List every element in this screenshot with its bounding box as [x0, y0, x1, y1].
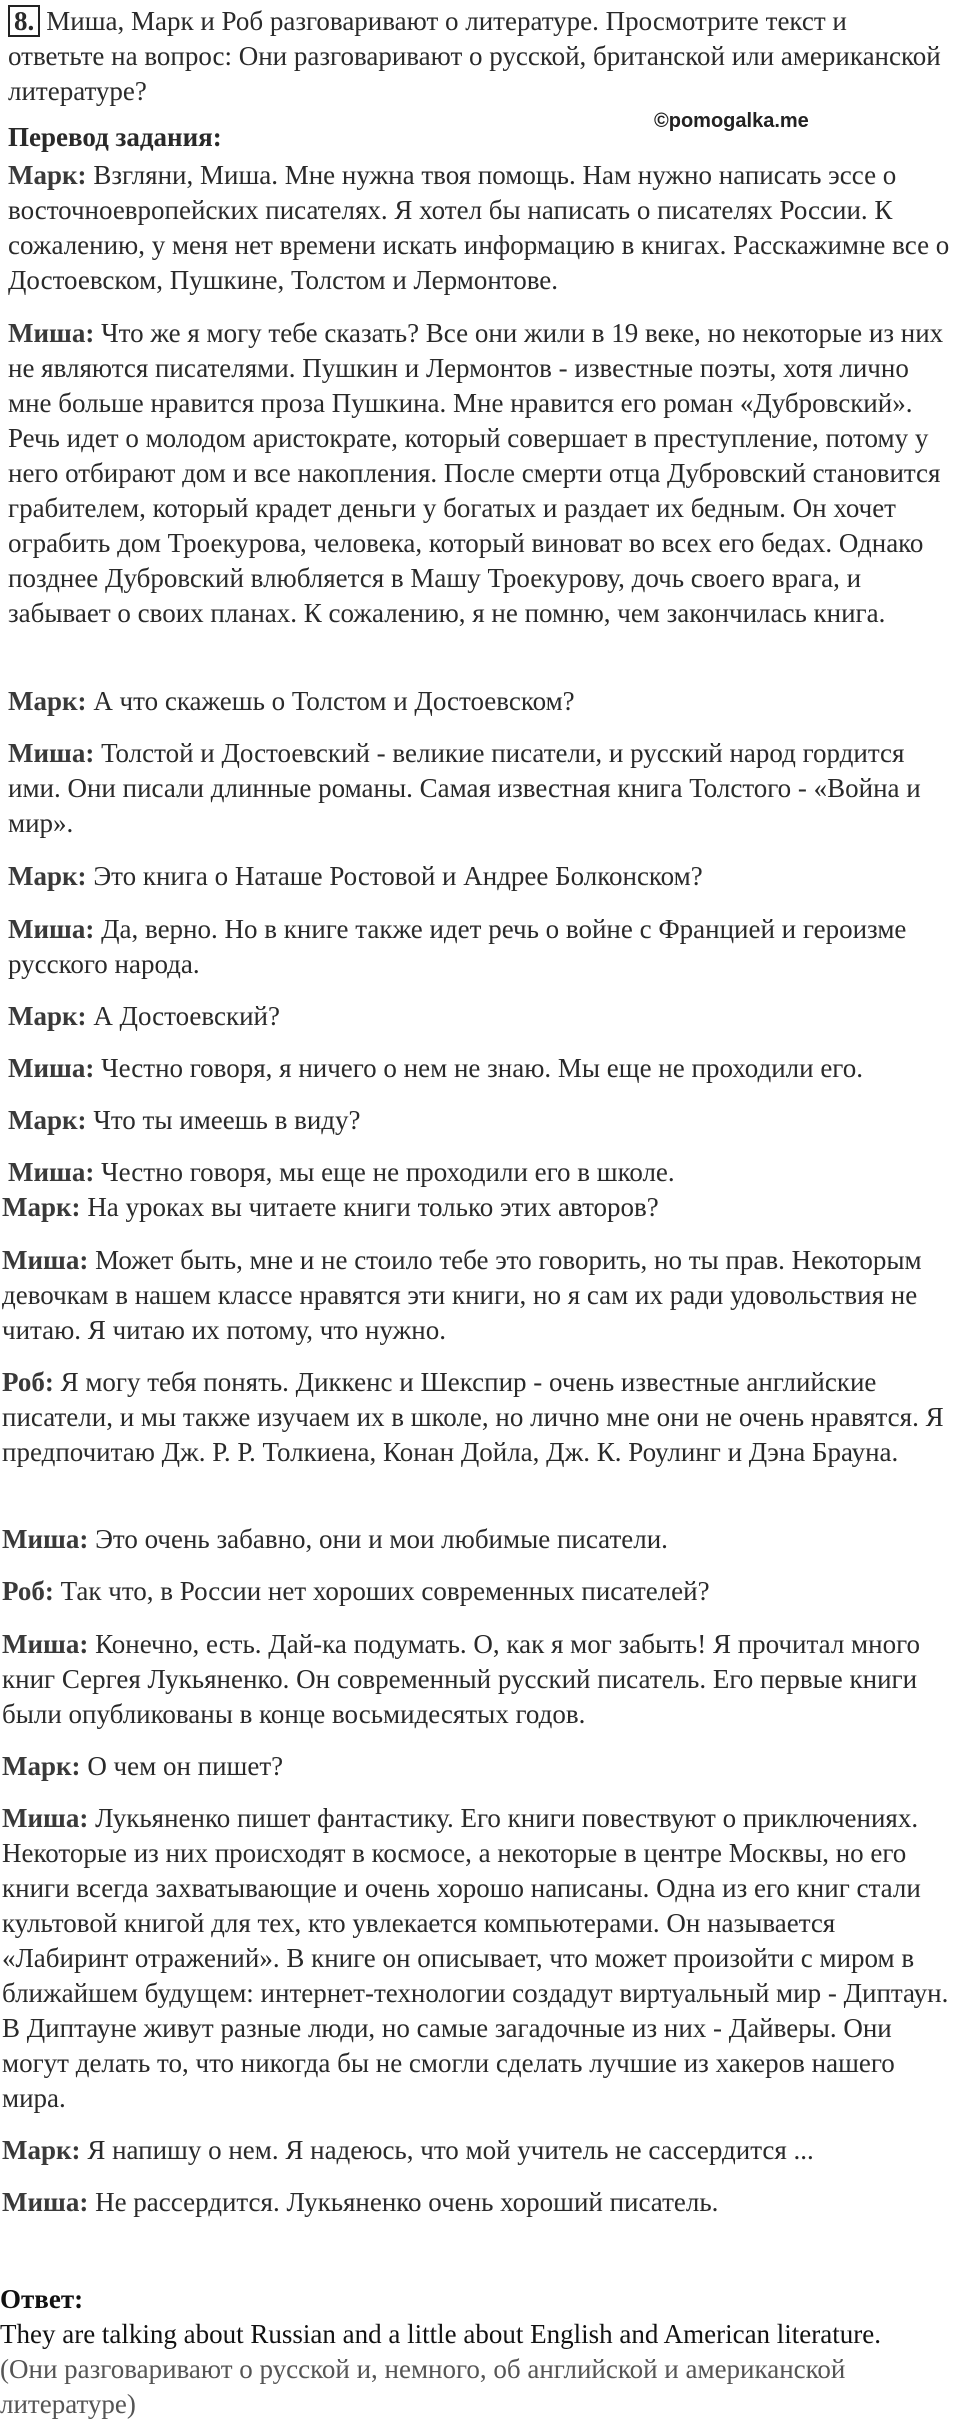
speaker-label: Миша: — [8, 914, 95, 944]
dialogue-text: Что же я могу тебе сказать? Все они жили в 19 веке, но некоторые из них не являются писателями. Пушкин и Лермонтов - известные поэты, хотя лично мне больше нравится проза Пушкина. Мне нравится его роман «Дубровский». Речь идет о молодом аристократе, который совершает в преступление, потому у него отбирают дом и все накопления. После смерти отца Дубровский становится грабителем, который крадет деньги у богатых и раздает их бедным. Он хочет ограбить дом Троекурова, человека, который виноват во всех его бедах. Однако позднее Дубровский влюбляется в Машу Троекурову, дочь своего врага, и забывает о своих планах. К сожалению, я не помню, чем закончилась книга. — [8, 318, 944, 628]
dialogue-text: Конечно, есть. Дай-ка подумать. О, как я мог забыть! Я прочитал много книг Сергея Лукьяненко. Он современный русский писатель. Его первые книги были опубликованы в конце восьмидесятых годов. — [2, 1629, 920, 1729]
dialogue-line — [2, 1190, 950, 1225]
dialogue-text: Я напишу о нем. Я надеюсь, что мой учитель не сассердится ... — [87, 2135, 814, 2165]
dialogue-line — [8, 912, 956, 982]
dialogue-line — [2, 1749, 950, 1784]
dialogue-line — [8, 316, 956, 631]
dialogue-line — [2, 1574, 950, 1609]
speaker-label: Марк: — [2, 1192, 81, 1222]
speaker-label: Миша: — [2, 2187, 89, 2217]
dialogue-line — [8, 1155, 956, 1190]
speaker-label: Миша: — [8, 1157, 95, 1187]
speaker-label: Роб: — [2, 1367, 54, 1397]
dialogue-line — [2, 1627, 950, 1732]
speaker-label: Марк: — [8, 1105, 87, 1135]
dialogue-text: Взгляни, Миша. Мне нужна твоя помощь. Нам нужно написать эссе о восточноевропейских писателях. Я хотел бы написать о писателях России. К сожалению, у меня нет времени искать информацию в книгах. Расскажимне все о Достоевском, Пушкине, Толстом и Лермонтове. — [8, 160, 950, 295]
speaker-label: Марк: — [8, 686, 87, 716]
dialogue-text: Толстой и Достоевский - великие писатели, и русский народ гордится ими. Они писали длинные романы. Самая известная книга Толстого - «Война и мир». — [8, 738, 921, 838]
watermark: ©pomogalka.me — [654, 110, 809, 132]
speaker-label: Миша: — [2, 1524, 89, 1554]
dialogue-line — [2, 2133, 950, 2168]
task-text: Миша, Марк и Роб разговаривают о литературе. Просмотрите текст и ответьте на вопрос: Они разговаривают о русской, британской или американской литературе? — [8, 6, 941, 106]
dialogue-text: Не рассердится. Лукьяненко очень хороший писатель. — [95, 2187, 719, 2217]
dialogue-line — [8, 684, 956, 719]
answer-heading: Ответ: — [0, 2284, 84, 2314]
dialogue-text: Это книга о Наташе Ростовой и Андрее Болконском? — [93, 861, 703, 891]
dialogue-text: Так что, в России нет хороших современных писателей? — [60, 1576, 710, 1606]
dialogue-text: Может быть, мне и не стоило тебе это говорить, но ты прав. Некоторым девочкам в нашем классе нравятся эти книги, но я сам их ради удовольствия не читаю. Я читаю их потому, что нужно. — [2, 1245, 922, 1345]
dialogue-text: Лукьяненко пишет фантастику. Его книги повествуют о приключениях. Некоторые из них происходят в космосе, а некоторые в центре Москвы, но его книги всегда захватывающие и очень хорошо написаны. Одна из его книг стали культовой книгой для тех, кто увлекается компьютерами. Он называется «Лабиринт отражений». В книге он описывает, что может произойти с миром в ближайшем будущем: интернет-технологии создадут виртуальный мир - Диптаун. В Диптауне живут разные люди, но самые загадочные из них - Дайверы. Они могут делать то, что никогда бы не смогли сделать лучшие из хакеров нашего мира. — [2, 1803, 949, 2113]
speaker-label: Марк: — [8, 160, 87, 190]
dialogue-text: На уроках вы читаете книги только этих авторов? — [87, 1192, 659, 1222]
speaker-label: Роб: — [2, 1576, 54, 1606]
dialogue-text: А Достоевский? — [93, 1001, 280, 1031]
dialogue-text: Честно говоря, я ничего о нем не знаю. Мы еще не проходили его. — [101, 1053, 863, 1083]
answer-block — [0, 2282, 955, 2422]
dialogue-text: Что ты имеешь в виду? — [93, 1105, 361, 1135]
speaker-label: Миша: — [8, 738, 95, 768]
dialogue-line — [8, 1103, 956, 1138]
dialogue-text: Это очень забавно, они и мои любимые писатели. — [95, 1524, 668, 1554]
answer-english: They are talking about Russian and a little about English and American literature. — [0, 2319, 881, 2349]
translation-heading: Перевод задания: — [8, 122, 222, 152]
dialogue-line — [2, 1243, 950, 1348]
speaker-label: Марк: — [2, 1751, 81, 1781]
task-statement — [8, 4, 948, 109]
speaker-label: Миша: — [8, 1053, 95, 1083]
answer-russian: (Они разговаривают о русской и, немного, об английской и американской литературе) — [0, 2354, 846, 2419]
dialogue-text: А что скажешь о Толстом и Достоевском? — [93, 686, 575, 716]
task-number: 8. — [8, 5, 40, 37]
speaker-label: Миша: — [2, 1803, 89, 1833]
speaker-label: Миша: — [2, 1629, 89, 1659]
speaker-label: Марк: — [2, 2135, 81, 2165]
dialogue-text: Я могу тебя понять. Диккенс и Шекспир - очень известные английские писатели, и мы также изучаем их в школе, но лично мне они не очень нравятся. Я предпочитаю Дж. Р. Р. Толкиена, Конан Дойла, Дж. К. Роулинг и Дэна Брауна. — [2, 1367, 944, 1467]
dialogue-text: О чем он пишет? — [87, 1751, 284, 1781]
dialogue-line — [8, 999, 956, 1034]
dialogue-line — [8, 859, 956, 894]
dialogue-line — [8, 1051, 956, 1086]
speaker-label: Миша: — [2, 1245, 89, 1275]
dialogue-line — [2, 1365, 950, 1470]
dialogue-line — [8, 736, 956, 841]
dialogue-line — [2, 2185, 950, 2220]
dialogue-line — [8, 158, 956, 298]
dialogue-line — [2, 1522, 950, 1557]
dialogue-text: Да, верно. Но в книге также идет речь о войне с Францией и героизме русского народа. — [8, 914, 907, 979]
speaker-label: Марк: — [8, 861, 87, 891]
dialogue-line — [2, 1801, 950, 2116]
dialogue-text: Честно говоря, мы еще не проходили его в школе. — [101, 1157, 675, 1187]
speaker-label: Миша: — [8, 318, 95, 348]
speaker-label: Марк: — [8, 1001, 87, 1031]
